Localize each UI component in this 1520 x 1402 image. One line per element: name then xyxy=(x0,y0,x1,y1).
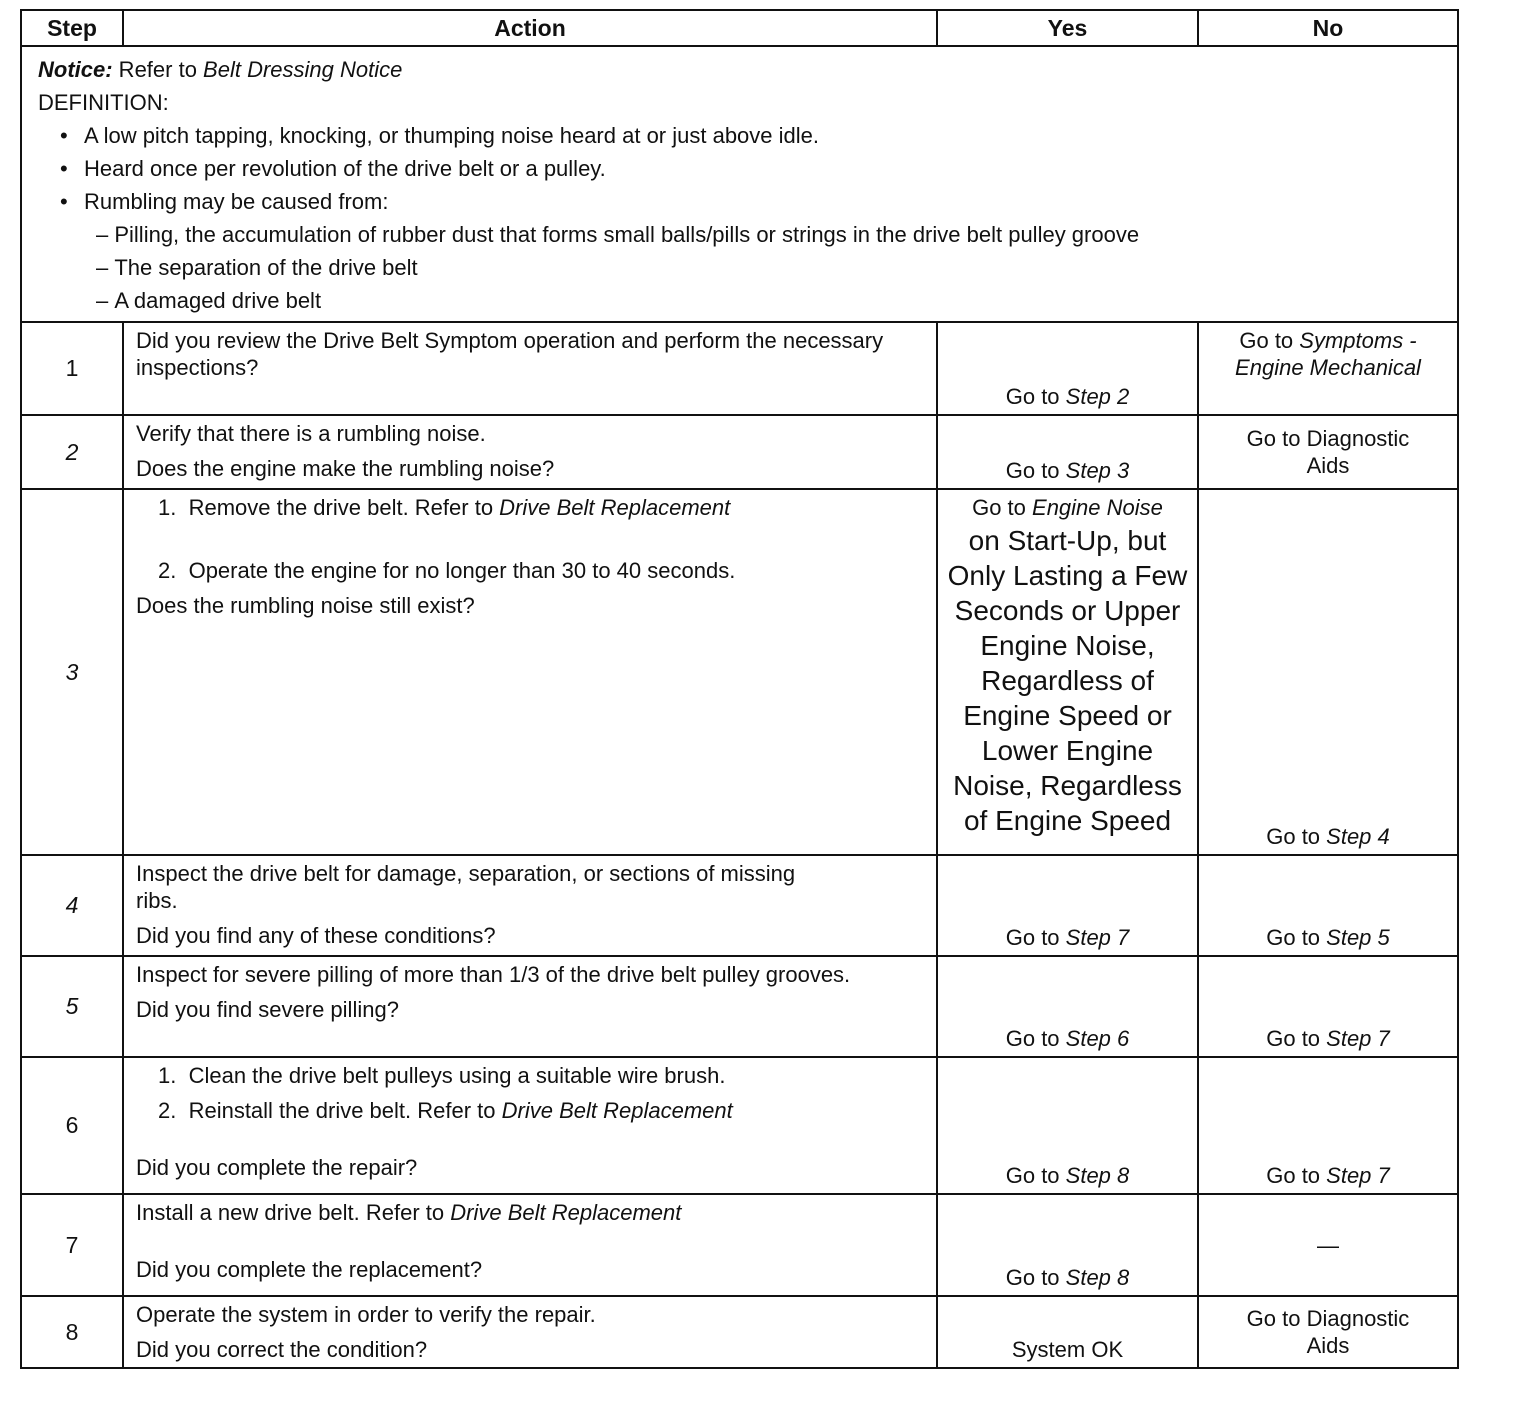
yes-target: Step 2 xyxy=(1065,384,1130,409)
no-target: Step 5 xyxy=(1326,925,1390,950)
action-text-line xyxy=(136,1199,924,1226)
go-to-label: Go to xyxy=(1266,824,1327,849)
spacer xyxy=(136,521,924,557)
step-number: 7 xyxy=(21,1194,123,1296)
action-question: Does the engine make the rumbling noise? xyxy=(136,456,555,481)
spacer xyxy=(136,1226,924,1256)
yes-go-to-line xyxy=(940,494,1195,521)
cause-item: – Pilling, the accumulation of rubber dust that forms small balls/pills or strings in the drive belt pulley groove xyxy=(38,218,1441,251)
yes-cell xyxy=(937,1194,1198,1296)
action-cell xyxy=(123,1194,937,1296)
action-step-1: 1. Remove the drive belt. Refer to Drive Belt Replacement xyxy=(158,495,731,520)
action-cell xyxy=(123,1296,937,1368)
definition-bullet: • Rumbling may be caused from: xyxy=(38,185,1441,218)
spacer xyxy=(136,1124,924,1154)
header-action: Action xyxy=(123,10,937,46)
no-target: Step 4 xyxy=(1326,824,1390,849)
action-question: Did you find severe pilling? xyxy=(136,997,399,1022)
step-number: 3 xyxy=(21,489,123,855)
go-to-label: Go to xyxy=(1266,1163,1327,1188)
step-row xyxy=(21,855,1458,956)
header-row xyxy=(21,10,1458,46)
action-link: Drive Belt Replacement xyxy=(501,1098,733,1123)
header-step: Step xyxy=(21,10,123,46)
yes-cell xyxy=(937,1057,1198,1194)
action-question: Did you find any of these conditions? xyxy=(136,923,496,948)
go-to-label: Go to xyxy=(1239,328,1300,353)
step-row xyxy=(21,1296,1458,1368)
action-cell xyxy=(123,489,937,855)
notice-row xyxy=(21,46,1458,322)
step-row xyxy=(21,1194,1458,1296)
action-text: Operate the system in order to verify the repair. xyxy=(136,1302,596,1327)
step-row xyxy=(21,956,1458,1057)
yes-target: Step 6 xyxy=(1065,1026,1130,1051)
no-cell xyxy=(1198,415,1458,489)
no-cell xyxy=(1198,489,1458,855)
step-row xyxy=(21,322,1458,415)
no-target: Go to Diagnostic Aids xyxy=(1246,426,1410,478)
notice-cell xyxy=(21,46,1458,322)
header-yes: Yes xyxy=(937,10,1198,46)
action-step-2: 2. Operate the engine for no longer than 30 to 40 seconds. xyxy=(158,558,736,583)
go-to-label: Go to xyxy=(1005,1265,1066,1290)
yes-target: Engine Noise xyxy=(1032,495,1163,520)
yes-cell xyxy=(937,956,1198,1057)
action-cell xyxy=(123,1057,937,1194)
cause-item: – A damaged drive belt xyxy=(38,284,1441,317)
action-text: Inspect for severe pilling of more than 1/3 of the drive belt pulley grooves. xyxy=(136,962,851,987)
definition-bullet: • Heard once per revolution of the drive belt or a pulley. xyxy=(38,152,1441,185)
go-to-label: Go to xyxy=(1005,458,1066,483)
yes-cell xyxy=(937,415,1198,489)
no-cell xyxy=(1198,956,1458,1057)
go-to-label: Go to xyxy=(1005,1163,1066,1188)
action-step-2: 2. Reinstall the drive belt. Refer to Drive Belt Replacement xyxy=(158,1098,733,1123)
notice-line xyxy=(38,53,1441,86)
notice-text: Refer to xyxy=(112,57,204,82)
action-question: Did you correct the condition? xyxy=(136,1337,428,1362)
cause-item: – The separation of the drive belt xyxy=(38,251,1441,284)
yes-target: Step 7 xyxy=(1065,925,1130,950)
action-text: Operate the engine for no longer than 30 to 40 seconds. xyxy=(188,558,736,583)
step-number: 5 xyxy=(21,956,123,1057)
go-to-label: Go to xyxy=(972,495,1033,520)
action-question: Did you complete the replacement? xyxy=(136,1257,483,1282)
header-no: No xyxy=(1198,10,1458,46)
yes-target: Step 8 xyxy=(1065,1265,1130,1290)
definition-bullet: • A low pitch tapping, knocking, or thumping noise heard at or just above idle. xyxy=(38,119,1441,152)
action-link: Drive Belt Replacement xyxy=(450,1200,682,1225)
action-text: Verify that there is a rumbling noise. xyxy=(136,421,486,446)
no-cell xyxy=(1198,1296,1458,1368)
action-text: Inspect the drive belt for damage, separation, or sections of missing ribs. xyxy=(136,861,796,913)
step-number: 1 xyxy=(21,322,123,415)
no-target: Symptoms - Engine Mechanical xyxy=(1235,328,1421,380)
yes-cell xyxy=(937,855,1198,956)
action-cell xyxy=(123,855,937,956)
no-cell xyxy=(1198,1194,1458,1296)
step-row xyxy=(21,489,1458,855)
action-question: Does the rumbling noise still exist? xyxy=(136,593,475,618)
no-target: Go to Diagnostic Aids xyxy=(1246,1306,1410,1358)
action-text: Install a new drive belt. Refer to xyxy=(136,1200,451,1225)
no-cell xyxy=(1198,1057,1458,1194)
step-number: 2 xyxy=(21,415,123,489)
no-cell xyxy=(1198,322,1458,415)
yes-cell xyxy=(937,1296,1198,1368)
yes-cell xyxy=(937,322,1198,415)
go-to-label: Go to xyxy=(1005,925,1066,950)
action-text: Clean the drive belt pulleys using a suitable wire brush. xyxy=(188,1063,726,1088)
no-target: Step 7 xyxy=(1326,1163,1390,1188)
action-question: Did you complete the repair? xyxy=(136,1155,418,1180)
notice-label: Notice: xyxy=(38,57,113,82)
diagnostic-table xyxy=(20,9,1459,1369)
no-target: — xyxy=(1317,1232,1339,1258)
action-text: Reinstall the drive belt. Refer to xyxy=(188,1098,502,1123)
yes-target-detail: on Start-Up, but Only Lasting a Few Seconds or Upper Engine Noise, Regardless of Engine Speed or Lower Engine Noise, Regardless of Engine Speed xyxy=(947,525,1188,836)
step-number: 4 xyxy=(21,855,123,956)
yes-target: System OK xyxy=(1011,1337,1124,1362)
step-row xyxy=(21,415,1458,489)
no-target: Step 7 xyxy=(1326,1026,1390,1051)
yes-target: Step 8 xyxy=(1065,1163,1130,1188)
go-to-label: Go to xyxy=(1005,384,1066,409)
step-number: 8 xyxy=(21,1296,123,1368)
action-step-1: 1. Clean the drive belt pulleys using a suitable wire brush. xyxy=(158,1063,726,1088)
notice-link: Belt Dressing Notice xyxy=(203,57,403,82)
yes-cell xyxy=(937,489,1198,855)
go-to-label: Go to xyxy=(1266,925,1327,950)
definition-heading: DEFINITION: xyxy=(38,90,169,115)
diagnostic-table-sheet xyxy=(20,9,1457,1369)
yes-target: Step 3 xyxy=(1065,458,1130,483)
step-number: 6 xyxy=(21,1057,123,1194)
action-cell xyxy=(123,415,937,489)
go-to-label: Go to xyxy=(1005,1026,1066,1051)
action-cell xyxy=(123,322,937,415)
no-cell xyxy=(1198,855,1458,956)
go-to-label: Go to xyxy=(1266,1026,1327,1051)
action-text: Remove the drive belt. Refer to xyxy=(188,495,500,520)
step-row xyxy=(21,1057,1458,1194)
action-text: Did you review the Drive Belt Symptom operation and perform the necessary inspections? xyxy=(136,328,884,380)
action-link: Drive Belt Replacement xyxy=(499,495,731,520)
action-cell xyxy=(123,956,937,1057)
